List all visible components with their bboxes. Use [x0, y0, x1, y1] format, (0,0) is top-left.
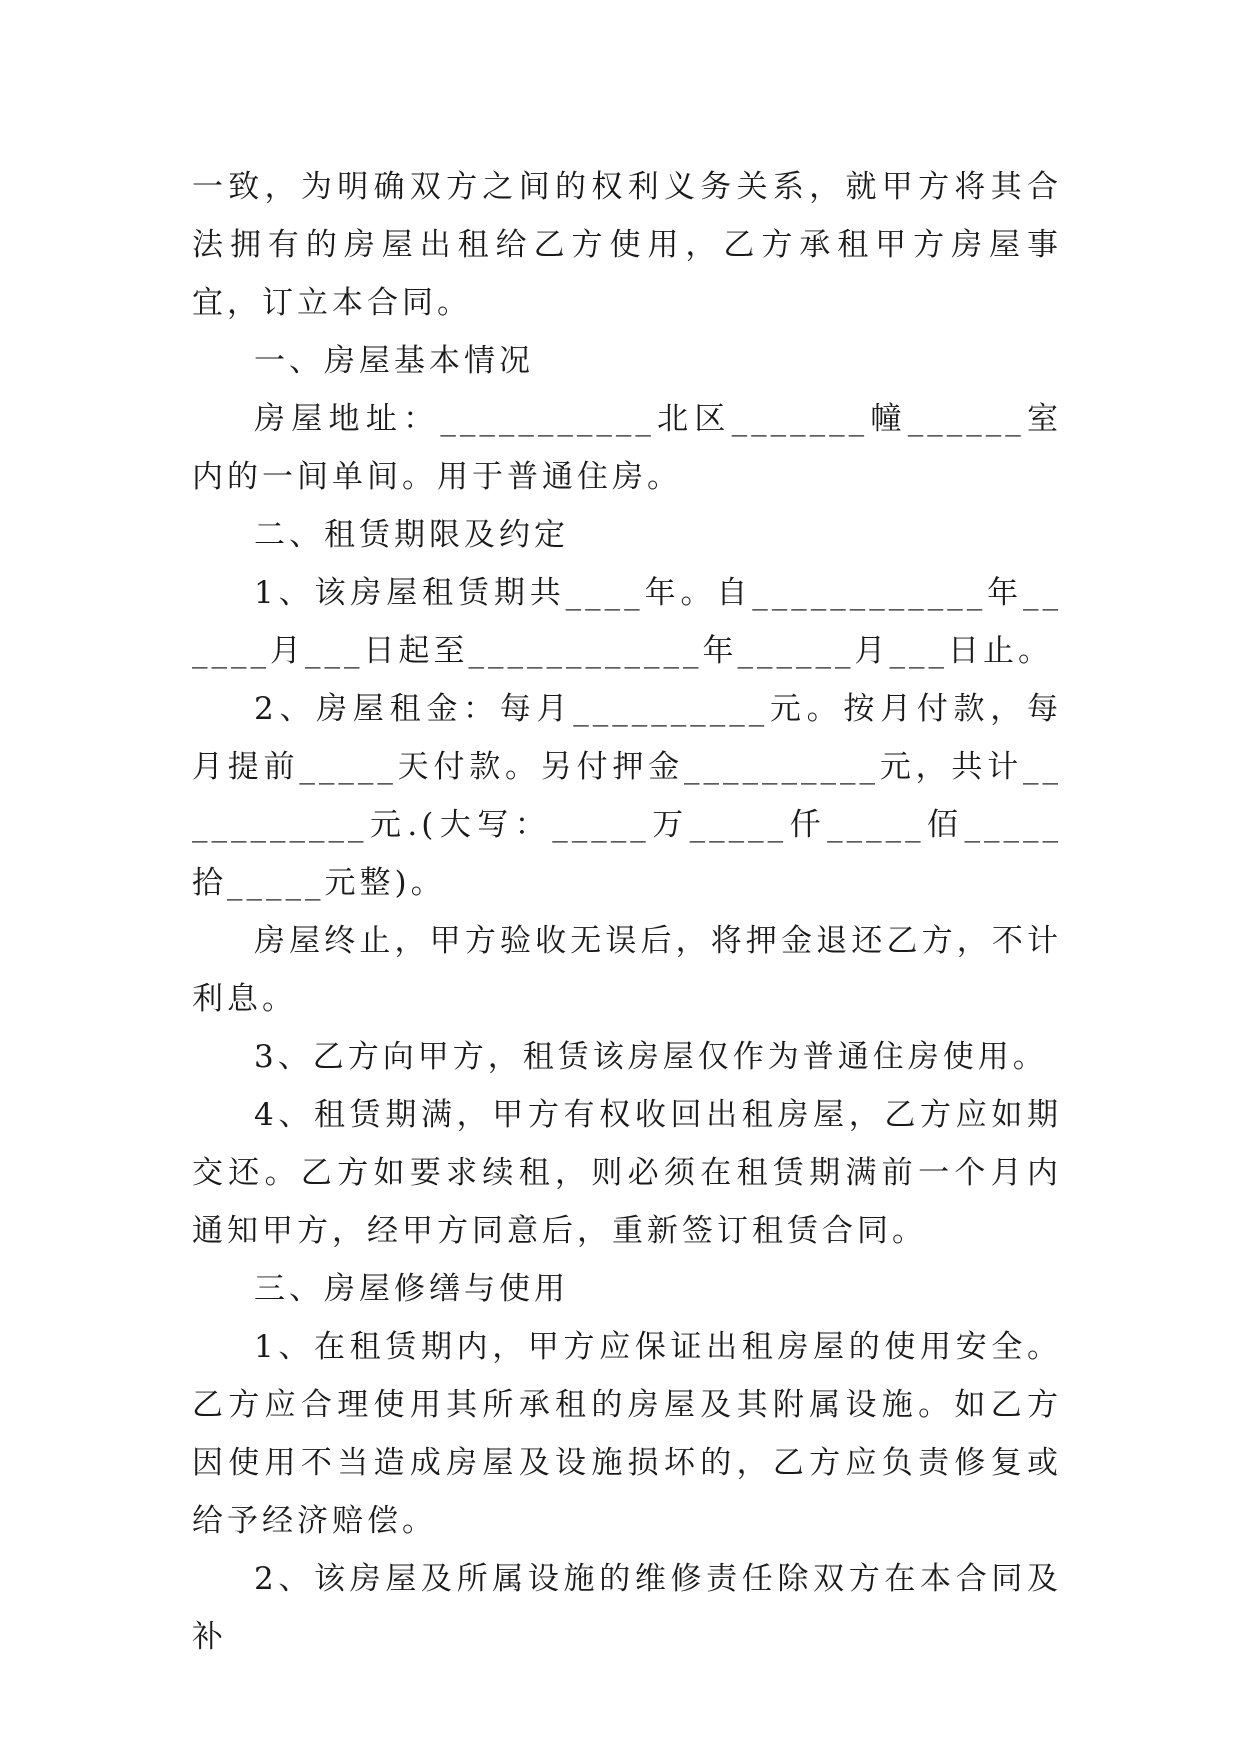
paragraph-rent-and-deposit: 2、房屋租金：每月__________元。按月付款，每月提前_____天付款。另付押金__________元，共计___________元.(大写：_____万_____仟_____佰_____拾_____元整)。 [192, 691, 1062, 901]
paragraph-deposit-refund: 房屋终止，甲方验收无误后，将押金退还乙方，不计利息。 [192, 923, 1062, 1017]
contract-body [192, 158, 1062, 1666]
paragraph-usage-purpose: 3、乙方向甲方，租赁该房屋仅作为普通住房使用。 [254, 1039, 1048, 1075]
paragraph-safety-and-damage: 1、在租赁期内，甲方应保证出租房屋的使用安全。乙方应合理使用其所承租的房屋及其附属设施。如乙方因使用不当造成房屋及设施损坏的，乙方应负责修复或给予经济赔偿。 [192, 1329, 1062, 1539]
paragraph-property-address: 房屋地址：___________北区_______幢______室内的一间单间。用于普通住房。 [192, 401, 1062, 495]
paragraph-maintenance-responsibility: 2、该房屋及所属设施的维修责任除双方在本合同及补 [192, 1561, 1062, 1655]
paragraph-lease-renewal: 4、租赁期满，甲方有权收回出租房屋，乙方应如期交还。乙方如要求续租，则必须在租赁期满前一个月内通知甲方，经甲方同意后，重新签订租赁合同。 [192, 1097, 1062, 1249]
paragraph-intro-continuation: 一致，为明确双方之间的权利义务关系，就甲方将其合法拥有的房屋出租给乙方使用，乙方承租甲方房屋事宜，订立本合同。 [192, 169, 1062, 321]
section-heading-property-basics: 一、房屋基本情况 [254, 343, 534, 379]
section-heading-repair-and-use: 三、房屋修缮与使用 [254, 1271, 569, 1307]
paragraph-lease-period: 1、该房屋租赁期共____年。自____________年______月___日起至____________年______月___日止。 [192, 575, 1062, 669]
section-heading-lease-term: 二、租赁期限及约定 [254, 517, 569, 553]
